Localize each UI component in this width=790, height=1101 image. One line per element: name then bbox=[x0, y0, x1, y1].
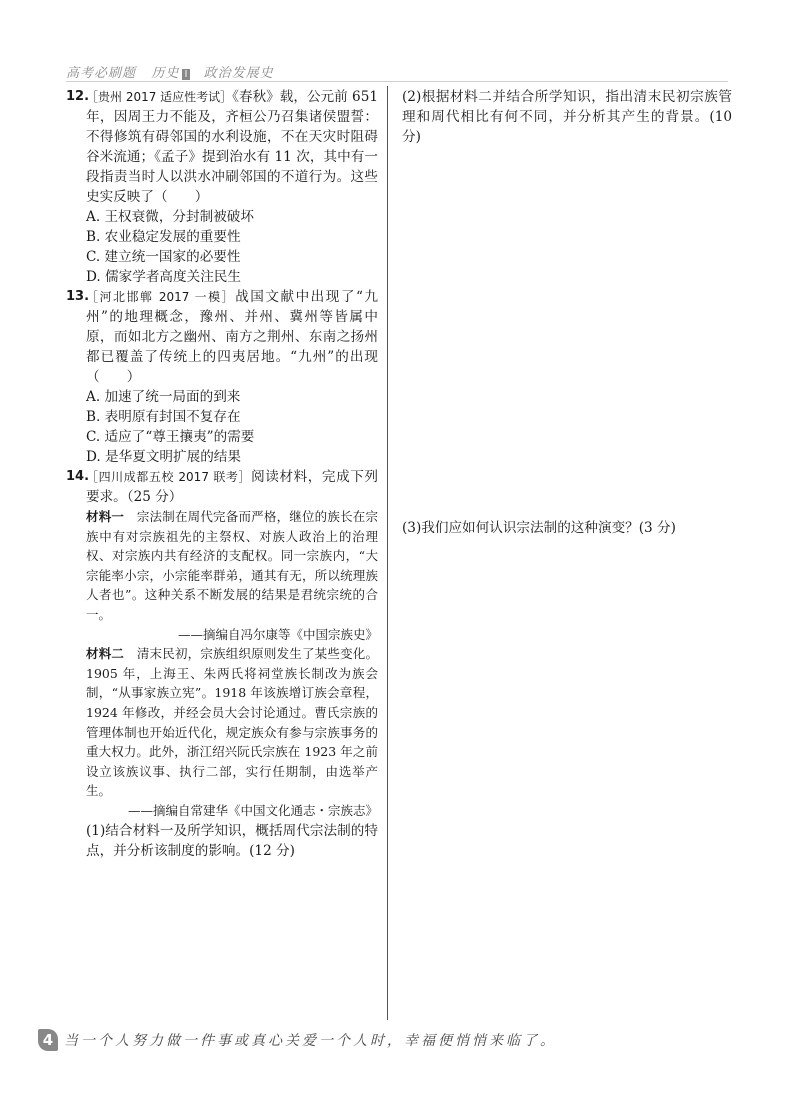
question-number: 12. bbox=[66, 89, 90, 104]
material-label: 材料一 bbox=[86, 509, 125, 524]
header-book-title: 高考必刷题 bbox=[66, 66, 137, 81]
question-number: 14. bbox=[66, 469, 90, 484]
footer-motto: 当一个人努力做一件事或真心关爱一个人时，幸福便悄悄来临了。 bbox=[64, 1033, 557, 1049]
question-text: 《春秋》载，公元前 651 年，因周王力不能及，齐桓公乃召集诸侯盟誓：不得修筑有碍邻国的水利设施，不在天灾时阻碍谷米流通；《孟子》提到治水有 11 次，其中有一段指责当时人以洪水冲刷邻国的不道行为。这些史实反映了（ ） bbox=[86, 89, 379, 205]
question-12 bbox=[66, 87, 378, 207]
option-d: D. 是华夏文明扩展的结果 bbox=[86, 449, 241, 465]
sub-question-2: (2)根据材料二并结合所学知识，指出清末民初宗族管理和周代相比有何不同，并分析其产生的背景。(10 分) bbox=[402, 89, 732, 145]
material-text: 宗法制在周代完备而严格，继位的族长在宗族中有对宗族祖先的主祭权、对族人政治上的治理权、对宗族内共有经济的支配权。同一宗族内，“大宗能率小宗，小宗能率群弟，通其有无，所以统理族人者也”。这种关系不断发展的结果是君统宗统的合一。 bbox=[86, 509, 378, 622]
question-14 bbox=[66, 467, 378, 507]
question-stem bbox=[86, 467, 378, 507]
question-source: ［河北邯郸 2017 一模］ bbox=[86, 290, 236, 304]
question-text: 战国文献中出现了“九州”的地理概念，豫州、并州、冀州等皆属中原，而如北方之幽州、南方之荆州、东南之扬州都已覆盖了传统上的四夷居地。“九州”的出现 （ ） bbox=[86, 289, 474, 385]
right-column bbox=[402, 87, 732, 538]
page-number: 4 bbox=[38, 1029, 58, 1051]
question-number: 13. bbox=[66, 289, 90, 304]
question-source: ［贵州 2017 适应性考试］ bbox=[86, 90, 233, 104]
option-a: A. 王权衰微，分封制被破坏 bbox=[86, 209, 254, 225]
header-volume-badge: Ⅰ bbox=[184, 69, 189, 80]
material-label: 材料二 bbox=[86, 646, 125, 662]
question-source: ［四川成都五校 2017 联考］ bbox=[86, 470, 252, 484]
option-b: B. 农业稳定发展的重要性 bbox=[86, 229, 241, 245]
left-column bbox=[66, 87, 474, 861]
option-b: B. 表明原有封国不复存在 bbox=[86, 409, 241, 425]
material-two bbox=[66, 644, 378, 801]
material-one bbox=[66, 507, 378, 625]
sub-question-3: (3)我们应如何认识宗法制的这种演变？(3 分) bbox=[402, 520, 676, 536]
sub-question-1: (1)结合材料一及所学知识，概括周代宗法制的特点，并分析该制度的影响。(12 分) bbox=[86, 822, 378, 859]
material-text: 清末民初，宗族组织原则发生了某些变化。1905 年，上海王、朱两氏将祠堂族长制改为族会制，“从事家族立宪”。1918 年该族增订族会章程，1924 年修改，并经会员大会讨论通过。曹氏宗族的管理体制也开始近代化，规定族众有参与宗族事务的重大权力。此外，浙江绍兴阮氏宗族在 1923 年之前设立该族议事、执行二部，实行任期制，由选举产生。 bbox=[86, 646, 378, 799]
question-stem bbox=[86, 87, 378, 207]
question-13 bbox=[66, 287, 474, 387]
question-text: 阅读材料，完成下列要求。（25 分） bbox=[86, 469, 378, 505]
header-rule bbox=[66, 81, 728, 82]
material-citation: ——摘编自常建华《中国文化通志・宗族志》 bbox=[127, 802, 378, 818]
running-header bbox=[66, 62, 274, 81]
option-d: D. 儒家学者高度关注民生 bbox=[86, 269, 241, 285]
question-stem bbox=[86, 287, 474, 387]
column-divider bbox=[387, 86, 388, 1020]
header-section: 政治发展史 bbox=[203, 66, 274, 81]
material-citation: ——摘编自冯尔康等《中国宗族史》 bbox=[177, 626, 378, 642]
option-c: C. 建立统一国家的必要性 bbox=[86, 249, 241, 265]
option-c: C. 适应了“尊王攘夷”的需要 bbox=[86, 429, 255, 445]
header-subject: 历史 bbox=[151, 66, 180, 81]
option-a: A. 加速了统一局面的到来 bbox=[86, 389, 241, 405]
